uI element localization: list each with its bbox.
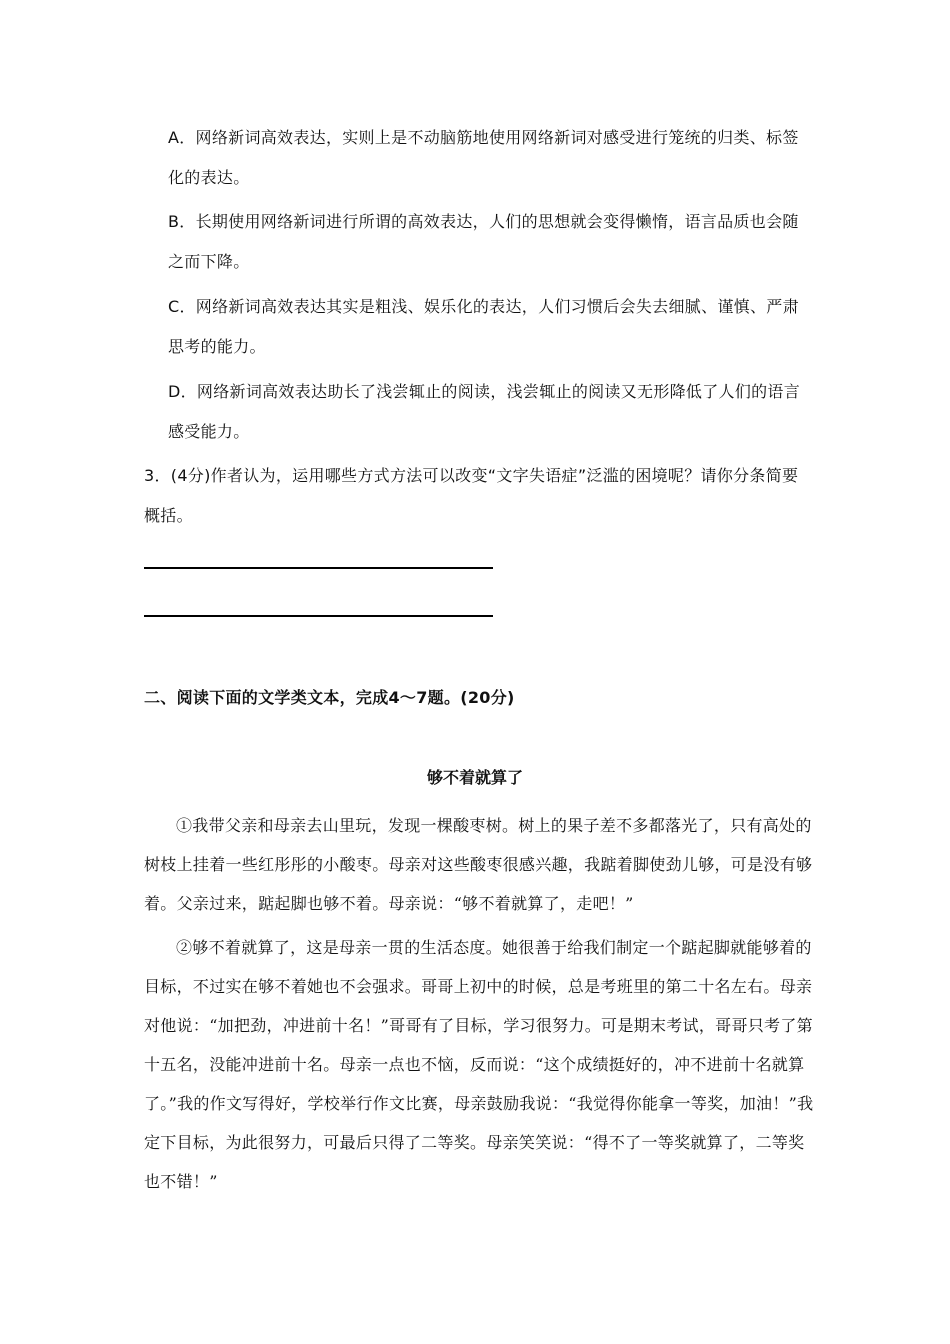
question-3-text: 作者认为，运用哪些方式方法可以改变“文字失语症”泛滥的困境呢？请你分条简要概括。 xyxy=(144,466,799,525)
option-b-label: B． xyxy=(168,212,196,231)
story-title: 够不着就算了 xyxy=(426,768,523,787)
option-d-label: D． xyxy=(168,382,197,401)
answer-line-1[interactable] xyxy=(144,567,493,569)
question-3 xyxy=(144,456,809,536)
section-2-heading: 二、阅读下面的文学类文本，完成4～7题。(20分) xyxy=(144,688,515,707)
question-3-number: 3． xyxy=(144,466,171,485)
question-3-score: (4分) xyxy=(170,466,211,485)
option-d-text: 网络新词高效表达助长了浅尝辄止的阅读，浅尝辄止的阅读又无形降低了人们的语言感受能力。 xyxy=(168,382,801,441)
story-paragraph-2: ②够不着就算了，这是母亲一贯的生活态度。她很善于给我们制定一个踮起脚就能够着的目标，不过实在够不着她也不会强求。哥哥上初中的时候，总是考班里的第二十名左右。母亲对他说：“加把劲，冲进前十名！”哥哥有了目标，学习很努力。可是期末考试，哥哥只考了第十五名，没能冲进前十名。母亲一点也不恼，反而说：“这个成绩挺好的，冲不进前十名就算了。”我的作文写得好，学校举行作文比赛，母亲鼓励我说：“我觉得你能拿一等奖，加油！”我定下目标，为此很努力，可最后只得了二等奖。母亲笑笑说：“得不了一等奖就算了，二等奖也不错！” xyxy=(144,938,814,1191)
option-a-text: 网络新词高效表达，实则上是不动脑筋地使用网络新词对感受进行笼统的归类、标签化的表达。 xyxy=(168,128,799,187)
option-b xyxy=(168,202,808,282)
option-c-label: C． xyxy=(168,297,196,316)
option-c xyxy=(168,287,808,367)
answer-line-2[interactable] xyxy=(144,615,493,617)
option-c-text: 网络新词高效表达其实是粗浅、娱乐化的表达，人们习惯后会失去细腻、谨慎、严肃思考的能力。 xyxy=(168,297,799,356)
option-d xyxy=(168,372,808,452)
option-b-text: 长期使用网络新词进行所谓的高效表达，人们的思想就会变得懒惰，语言品质也会随之而下降。 xyxy=(168,212,799,271)
option-a-label: A． xyxy=(168,128,196,147)
option-a xyxy=(168,118,808,198)
story-paragraph-1: ①我带父亲和母亲去山里玩，发现一棵酸枣树。树上的果子差不多都落光了，只有高处的树枝上挂着一些红彤彤的小酸枣。母亲对这些酸枣很感兴趣，我踮着脚使劲儿够，可是没有够着。父亲过来，踮起脚也够不着。母亲说：“够不着就算了，走吧！” xyxy=(144,816,813,913)
